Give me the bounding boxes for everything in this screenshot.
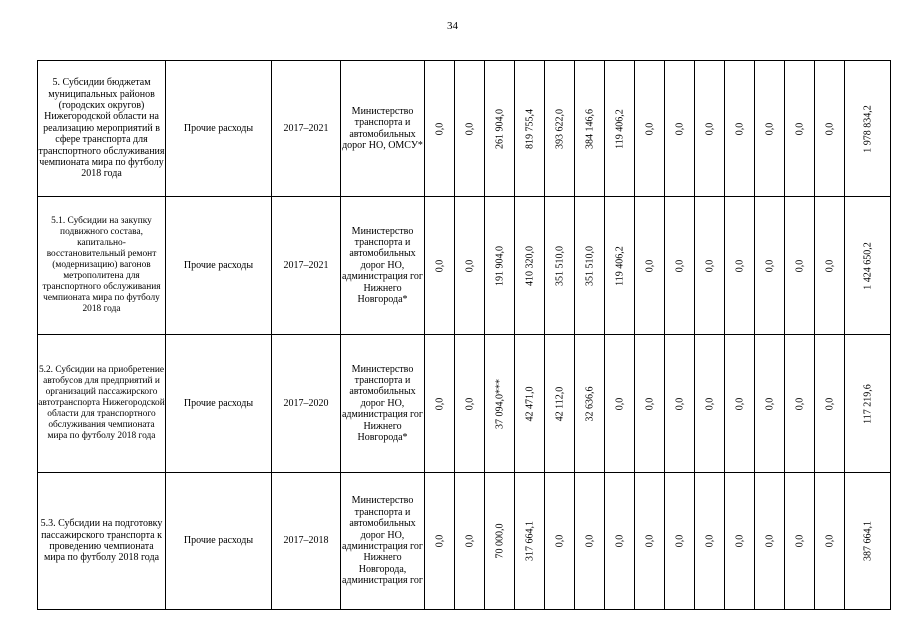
value-text: 393 622,0 <box>553 108 565 149</box>
value-text: 0,0 <box>733 122 745 135</box>
expense-type-cell: Прочие расходы <box>166 197 272 335</box>
value-text: 0,0 <box>703 534 715 548</box>
measure-name-cell: 5.1. Субсидии на закупку подвижного состава, капитально-восстановительный ремонт (модернизацию) вагонов метрополитена для транспортного обслуживания чемпионата мира по футболу 2018 года <box>38 197 166 335</box>
value-cell <box>575 335 605 473</box>
value-cell <box>545 335 575 473</box>
total-value-cell <box>845 473 891 610</box>
value-text: 387 664,1 <box>861 521 873 561</box>
value-cell <box>425 473 455 610</box>
value-text: 0,0 <box>643 397 655 410</box>
page-number: 34 <box>447 20 458 32</box>
table-row <box>38 335 891 473</box>
value-cell <box>695 335 725 473</box>
value-text: 70 000,0 <box>493 523 505 559</box>
value-text: 0,0 <box>433 259 445 272</box>
value-cell <box>665 473 695 610</box>
value-text: 191 904,0 <box>493 245 505 286</box>
value-text: 0,0 <box>703 122 715 135</box>
value-text: 117 219,6 <box>861 383 873 424</box>
value-text: 0,0 <box>733 259 745 272</box>
value-cell <box>725 335 755 473</box>
value-text: 0,0 <box>823 397 835 410</box>
value-text: 37 094,0*** <box>493 378 505 429</box>
value-cell <box>785 335 815 473</box>
value-cell <box>485 197 515 335</box>
value-text: 0,0 <box>763 397 775 410</box>
value-cell <box>665 61 695 197</box>
executor-cell: Министерство транспорта и автомобильных дорог НО, администрация гог Нижнего Новгорода* <box>341 197 425 335</box>
budget-table <box>37 60 891 610</box>
value-cell <box>815 61 845 197</box>
value-cell <box>665 197 695 335</box>
value-text: 0,0 <box>673 534 685 548</box>
value-text: 0,0 <box>613 534 625 548</box>
value-text: 0,0 <box>823 259 835 272</box>
value-cell <box>605 335 635 473</box>
value-cell <box>575 197 605 335</box>
value-text: 119 406,2 <box>613 245 625 286</box>
value-text: 261 904,0 <box>493 108 505 149</box>
value-text: 0,0 <box>643 122 655 135</box>
table-row <box>38 197 891 335</box>
value-cell <box>485 61 515 197</box>
value-text: 0,0 <box>433 397 445 410</box>
value-cell <box>815 335 845 473</box>
value-text: 0,0 <box>793 397 805 410</box>
value-cell <box>545 473 575 610</box>
value-cell <box>635 61 665 197</box>
period-cell: 2017–2020 <box>272 335 341 473</box>
value-text: 351 510,0 <box>553 245 565 286</box>
value-cell <box>815 197 845 335</box>
value-text: 0,0 <box>733 534 745 548</box>
value-text: 0,0 <box>703 259 715 272</box>
value-cell <box>455 335 485 473</box>
value-cell <box>725 473 755 610</box>
value-cell <box>635 335 665 473</box>
measure-name-cell: 5. Субсидии бюджетам муниципальных районов (городских округов) Нижегородской области на реализацию мероприятий в сфере транспорта для транспортного обслуживания чемпионата мира по футболу 2018 года <box>38 61 166 197</box>
value-text: 0,0 <box>763 122 775 135</box>
value-cell <box>665 335 695 473</box>
value-cell <box>455 197 485 335</box>
value-text: 0,0 <box>673 397 685 410</box>
value-text: 32 636,6 <box>583 386 595 421</box>
value-cell <box>635 473 665 610</box>
value-cell <box>515 473 545 610</box>
value-text: 0,0 <box>463 259 475 272</box>
value-text: 0,0 <box>433 534 445 548</box>
value-cell <box>755 61 785 197</box>
value-text: 42 471,0 <box>523 386 535 421</box>
period-cell: 2017–2021 <box>272 197 341 335</box>
period-cell: 2017–2021 <box>272 61 341 197</box>
value-text: 0,0 <box>763 259 775 272</box>
expense-type-cell: Прочие расходы <box>166 473 272 610</box>
executor-cell: Министерство транспорта и автомобильных дорог НО, администрация гог Нижнего Новгорода, администрация гог <box>341 473 425 610</box>
value-cell <box>755 197 785 335</box>
value-text: 0,0 <box>733 397 745 410</box>
value-text: 0,0 <box>823 534 835 548</box>
total-value-cell <box>845 335 891 473</box>
value-text: 0,0 <box>613 397 625 410</box>
value-cell <box>755 335 785 473</box>
table-row <box>38 61 891 197</box>
value-cell <box>455 61 485 197</box>
value-cell <box>425 61 455 197</box>
value-cell <box>785 197 815 335</box>
total-value-cell <box>845 197 891 335</box>
value-cell <box>575 473 605 610</box>
value-text: 119 406,2 <box>613 108 625 149</box>
value-cell <box>725 61 755 197</box>
value-cell <box>695 61 725 197</box>
value-cell <box>635 197 665 335</box>
value-cell <box>545 197 575 335</box>
value-text: 1 424 650,2 <box>861 241 873 290</box>
value-cell <box>695 473 725 610</box>
value-text: 0,0 <box>643 259 655 272</box>
value-text: 0,0 <box>553 534 565 548</box>
value-cell <box>485 473 515 610</box>
value-text: 0,0 <box>793 259 805 272</box>
value-cell <box>785 61 815 197</box>
value-cell <box>425 335 455 473</box>
value-text: 0,0 <box>463 397 475 410</box>
value-cell <box>515 61 545 197</box>
value-text: 410 320,0 <box>523 245 535 286</box>
value-text: 0,0 <box>643 534 655 548</box>
value-text: 0,0 <box>763 534 775 548</box>
value-cell <box>545 61 575 197</box>
expense-type-cell: Прочие расходы <box>166 335 272 473</box>
value-cell <box>815 473 845 610</box>
value-cell <box>515 197 545 335</box>
value-text: 0,0 <box>463 534 475 548</box>
value-cell <box>485 335 515 473</box>
value-cell <box>575 61 605 197</box>
value-cell <box>455 473 485 610</box>
total-value-cell <box>845 61 891 197</box>
value-text: 0,0 <box>823 122 835 135</box>
value-text: 0,0 <box>673 122 685 135</box>
executor-cell: Министерство транспорта и автомобильных дорог НО, ОМСУ* <box>341 61 425 197</box>
measure-name-cell: 5.3. Субсидии на подготовку пассажирского транспорта к проведению чемпионата мира по футболу 2018 года <box>38 473 166 610</box>
period-cell: 2017–2018 <box>272 473 341 610</box>
value-cell <box>605 61 635 197</box>
value-cell <box>605 473 635 610</box>
value-text: 819 755,4 <box>523 108 535 149</box>
value-text: 42 112,0 <box>553 386 565 421</box>
value-text: 0,0 <box>703 397 715 410</box>
value-text: 0,0 <box>583 534 595 548</box>
value-text: 351 510,0 <box>583 245 595 286</box>
executor-cell: Министерство транспорта и автомобильных дорог НО, администрация гог Нижнего Новгорода* <box>341 335 425 473</box>
value-text: 0,0 <box>793 534 805 548</box>
measure-name-cell: 5.2. Субсидии на приобретение автобусов для предприятий и организаций пассажирского автотранспорта Нижегородской области для транспортного обслуживания чемпионата мира по футболу 2018 года <box>38 335 166 473</box>
table-row <box>38 473 891 610</box>
value-text: 317 664,1 <box>523 521 535 561</box>
value-cell <box>695 197 725 335</box>
value-text: 384 146,6 <box>583 108 595 149</box>
value-text: 0,0 <box>463 122 475 135</box>
value-text: 1 978 834,2 <box>861 104 873 153</box>
value-cell <box>755 473 785 610</box>
value-text: 0,0 <box>433 122 445 135</box>
value-cell <box>785 473 815 610</box>
expense-type-cell: Прочие расходы <box>166 61 272 197</box>
value-text: 0,0 <box>673 259 685 272</box>
value-cell <box>725 197 755 335</box>
value-text: 0,0 <box>793 122 805 135</box>
value-cell <box>605 197 635 335</box>
value-cell <box>425 197 455 335</box>
value-cell <box>515 335 545 473</box>
